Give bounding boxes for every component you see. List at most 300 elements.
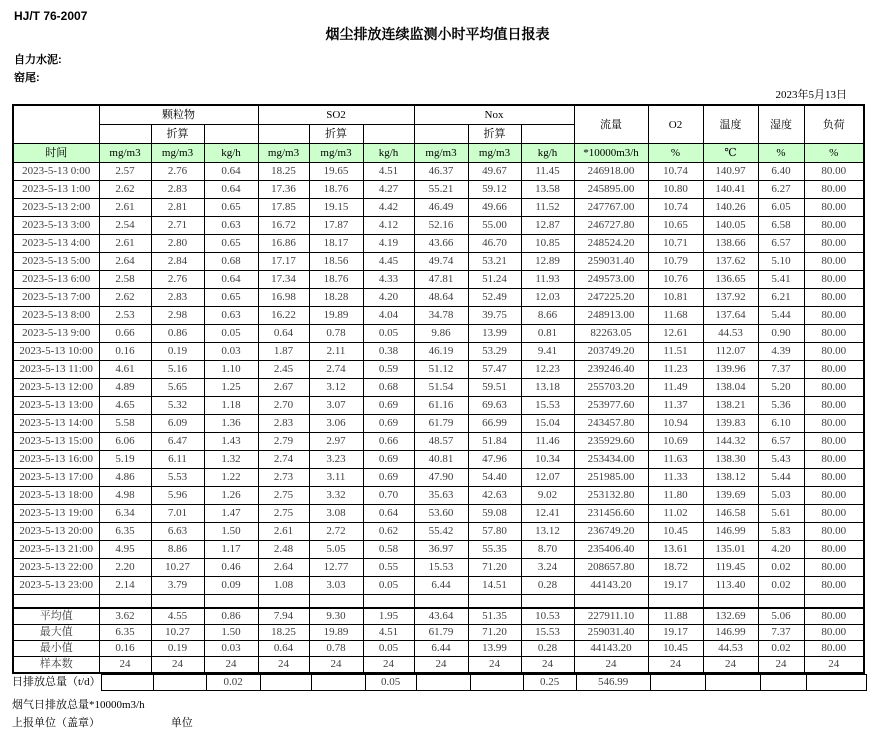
value-cell: 10.81 [648, 289, 703, 307]
value-cell: 4.20 [758, 541, 804, 559]
group-so2-header: SO2 [258, 105, 414, 125]
value-cell: 15.53 [521, 625, 574, 641]
value-cell: 11.63 [648, 451, 703, 469]
value-cell: 146.99 [703, 625, 758, 641]
value-cell: 2.83 [151, 289, 204, 307]
value-cell: 24 [468, 657, 521, 674]
units-row [13, 144, 864, 163]
value-cell: 61.79 [414, 415, 468, 433]
value-cell: 10.27 [151, 625, 204, 641]
value-cell: 0.16 [99, 641, 151, 657]
value-cell: 1.50 [204, 523, 258, 541]
value-cell: 146.58 [703, 505, 758, 523]
value-cell: 0.28 [521, 641, 574, 657]
value-cell [470, 675, 523, 691]
value-cell: 80.00 [804, 307, 864, 325]
value-cell: 132.69 [703, 608, 758, 625]
value-cell [705, 675, 760, 691]
header-group-row [13, 105, 864, 125]
value-cell: 2.64 [258, 559, 309, 577]
value-cell [806, 675, 866, 691]
value-cell: 0.38 [363, 343, 414, 361]
value-cell: 2.61 [258, 523, 309, 541]
value-cell: 80.00 [804, 541, 864, 559]
value-cell: 13.12 [521, 523, 574, 541]
value-cell: 6.06 [99, 433, 151, 451]
value-cell: 137.92 [703, 289, 758, 307]
value-cell: 1.50 [204, 625, 258, 641]
value-cell: 0.69 [363, 415, 414, 433]
value-cell: 6.58 [758, 217, 804, 235]
value-cell: 12.41 [521, 505, 574, 523]
value-cell: 13.61 [648, 541, 703, 559]
time-header-spacer [13, 105, 99, 144]
value-cell: 0.65 [204, 199, 258, 217]
value-cell: 139.83 [703, 415, 758, 433]
value-cell: 0.46 [204, 559, 258, 577]
time-cell: 2023-5-13 9:00 [13, 325, 99, 343]
value-cell: 3.07 [309, 397, 363, 415]
value-cell: 80.00 [804, 469, 864, 487]
value-cell: 0.70 [363, 487, 414, 505]
value-cell: 80.00 [804, 625, 864, 641]
value-cell: 0.69 [363, 397, 414, 415]
value-cell: 80.00 [804, 181, 864, 199]
data-row [13, 217, 864, 235]
value-cell: 16.22 [258, 307, 309, 325]
data-row [13, 199, 864, 217]
value-cell: 71.20 [468, 559, 521, 577]
value-cell: 1.18 [204, 397, 258, 415]
value-cell: 7.01 [151, 505, 204, 523]
value-cell: 2.74 [258, 451, 309, 469]
value-cell: 17.17 [258, 253, 309, 271]
value-cell: 24 [414, 657, 468, 674]
value-cell: 5.96 [151, 487, 204, 505]
value-cell: 80.00 [804, 487, 864, 505]
value-cell: 80.00 [804, 379, 864, 397]
value-cell: 53.21 [468, 253, 521, 271]
value-cell [416, 675, 470, 691]
value-cell: 4.95 [99, 541, 151, 559]
value-cell: 6.10 [758, 415, 804, 433]
value-cell: 140.97 [703, 163, 758, 181]
value-cell: 4.51 [363, 163, 414, 181]
value-cell: 6.35 [99, 625, 151, 641]
empty-cell [151, 595, 204, 609]
value-cell: 17.85 [258, 199, 309, 217]
value-cell: 55.35 [468, 541, 521, 559]
value-cell: 3.24 [521, 559, 574, 577]
value-cell: 248524.20 [574, 235, 648, 253]
data-row [13, 433, 864, 451]
data-row [13, 181, 864, 199]
data-row [13, 289, 864, 307]
value-cell: 55.21 [414, 181, 468, 199]
value-cell: 6.35 [99, 523, 151, 541]
value-cell: 2.48 [258, 541, 309, 559]
value-cell: 18.56 [309, 253, 363, 271]
value-cell: 9.86 [414, 325, 468, 343]
daily-total-label: 日排放总量（t/d） [12, 676, 101, 688]
time-cell: 2023-5-13 3:00 [13, 217, 99, 235]
time-cell: 2023-5-13 21:00 [13, 541, 99, 559]
value-cell: 253977.60 [574, 397, 648, 415]
daily-total-row [12, 675, 866, 691]
value-cell: 49.74 [414, 253, 468, 271]
value-cell: 59.12 [468, 181, 521, 199]
value-cell: 10.45 [648, 523, 703, 541]
value-cell: 9.30 [309, 608, 363, 625]
value-cell: 1.36 [204, 415, 258, 433]
value-cell: 12.23 [521, 361, 574, 379]
value-cell: 47.96 [468, 451, 521, 469]
value-cell: 80.00 [804, 235, 864, 253]
value-cell: 1.22 [204, 469, 258, 487]
value-cell: 2.81 [151, 199, 204, 217]
empty-cell [258, 595, 309, 609]
value-cell: 5.05 [309, 541, 363, 559]
value-cell: 144.32 [703, 433, 758, 451]
value-cell: 2.70 [258, 397, 309, 415]
value-cell: 6.44 [414, 641, 468, 657]
value-cell: 6.63 [151, 523, 204, 541]
value-cell: 55.42 [414, 523, 468, 541]
data-row [13, 523, 864, 541]
data-row [13, 325, 864, 343]
value-cell: 2.62 [99, 289, 151, 307]
value-cell: 24 [363, 657, 414, 674]
value-cell: 19.15 [309, 199, 363, 217]
value-cell: 2.75 [258, 487, 309, 505]
value-cell: 8.70 [521, 541, 574, 559]
value-cell: 2.64 [99, 253, 151, 271]
value-cell: 80.00 [804, 433, 864, 451]
value-cell: 1.95 [363, 608, 414, 625]
unit-label: 单位 [170, 717, 193, 729]
data-row [13, 397, 864, 415]
value-cell: 255703.20 [574, 379, 648, 397]
group-pm-header: 颗粒物 [99, 105, 258, 125]
value-cell: 19.89 [309, 625, 363, 641]
value-cell: 61.79 [414, 625, 468, 641]
unit-cell: % [648, 144, 703, 163]
value-cell: 5.53 [151, 469, 204, 487]
value-cell: 34.78 [414, 307, 468, 325]
value-cell: 0.05 [363, 641, 414, 657]
value-cell: 5.19 [99, 451, 151, 469]
so2-converted-header: 折算 [309, 125, 363, 144]
standard-code: HJ/T 76-2007 [14, 9, 88, 23]
value-cell: 119.45 [703, 559, 758, 577]
load-header: 负荷 [804, 105, 864, 144]
footnote-flow-total: 烟气日排放总量*10000m3/h [12, 699, 145, 711]
pm-rate-spacer [204, 125, 258, 144]
value-cell: 1.26 [204, 487, 258, 505]
value-cell: 251985.00 [574, 469, 648, 487]
value-cell: 80.00 [804, 523, 864, 541]
value-cell: 8.66 [521, 307, 574, 325]
data-row [13, 361, 864, 379]
value-cell: 2.76 [151, 163, 204, 181]
page-title: 烟尘排放连续监测小时平均值日报表 [325, 26, 550, 42]
unit-cell: mg/m3 [468, 144, 521, 163]
value-cell: 0.64 [204, 163, 258, 181]
value-cell: 247225.20 [574, 289, 648, 307]
value-cell: 140.41 [703, 181, 758, 199]
value-cell: 80.00 [804, 325, 864, 343]
unit-cell: kg/h [363, 144, 414, 163]
value-cell: 0.02 [758, 577, 804, 595]
unit-cell: mg/m3 [99, 144, 151, 163]
value-cell: 18.76 [309, 271, 363, 289]
value-cell: 7.94 [258, 608, 309, 625]
value-cell: 42.63 [468, 487, 521, 505]
value-cell: 12.07 [521, 469, 574, 487]
value-cell: 24 [258, 657, 309, 674]
value-cell: 0.81 [521, 325, 574, 343]
value-cell: 24 [204, 657, 258, 674]
value-cell: 208657.80 [574, 559, 648, 577]
value-cell: 2.62 [99, 181, 151, 199]
value-cell: 59.51 [468, 379, 521, 397]
value-cell: 0.05 [363, 325, 414, 343]
value-cell: 0.86 [204, 608, 258, 625]
value-cell: 2.54 [99, 217, 151, 235]
data-row [13, 559, 864, 577]
value-cell: 24 [703, 657, 758, 674]
value-cell: 6.05 [758, 199, 804, 217]
value-cell: 4.98 [99, 487, 151, 505]
value-cell: 80.00 [804, 361, 864, 379]
value-cell: 44143.20 [574, 577, 648, 595]
value-cell: 1.32 [204, 451, 258, 469]
value-cell: 0.68 [204, 253, 258, 271]
value-cell: 80.00 [804, 163, 864, 181]
value-cell: 51.54 [414, 379, 468, 397]
value-cell: 203749.20 [574, 343, 648, 361]
empty-cell [804, 595, 864, 609]
time-cell: 2023-5-13 13:00 [13, 397, 99, 415]
value-cell: 2.83 [151, 181, 204, 199]
value-cell: 57.47 [468, 361, 521, 379]
value-cell: 10.80 [648, 181, 703, 199]
value-cell: 35.63 [414, 487, 468, 505]
value-cell: 11.68 [648, 307, 703, 325]
summary-label: 样本数 [13, 657, 99, 674]
time-cell: 2023-5-13 0:00 [13, 163, 99, 181]
value-cell: 82263.05 [574, 325, 648, 343]
value-cell: 5.58 [99, 415, 151, 433]
value-cell: 10.74 [648, 199, 703, 217]
value-cell: 0.69 [363, 469, 414, 487]
value-cell: 10.94 [648, 415, 703, 433]
value-cell: 4.42 [363, 199, 414, 217]
value-cell: 80.00 [804, 577, 864, 595]
value-cell: 17.36 [258, 181, 309, 199]
data-row [13, 487, 864, 505]
value-cell: 5.32 [151, 397, 204, 415]
table-body [13, 163, 864, 609]
value-cell: 4.27 [363, 181, 414, 199]
data-row [13, 379, 864, 397]
value-cell: 2.11 [309, 343, 363, 361]
value-cell: 4.65 [99, 397, 151, 415]
value-cell: 140.05 [703, 217, 758, 235]
value-cell: 47.81 [414, 271, 468, 289]
time-cell: 2023-5-13 20:00 [13, 523, 99, 541]
summary-row [13, 625, 864, 641]
value-cell: 24 [648, 657, 703, 674]
value-cell: 138.30 [703, 451, 758, 469]
value-cell: 0.05 [363, 577, 414, 595]
nox-converted-header: 折算 [468, 125, 521, 144]
value-cell: 0.02 [758, 641, 804, 657]
value-cell: 249573.00 [574, 271, 648, 289]
value-cell: 18.72 [648, 559, 703, 577]
value-cell: 2.84 [151, 253, 204, 271]
value-cell: 11.51 [648, 343, 703, 361]
empty-cell [648, 595, 703, 609]
value-cell: 2.61 [99, 235, 151, 253]
value-cell: 5.65 [151, 379, 204, 397]
value-cell: 0.02 [758, 559, 804, 577]
value-cell: 18.28 [309, 289, 363, 307]
value-cell: 6.57 [758, 433, 804, 451]
value-cell: 3.32 [309, 487, 363, 505]
value-cell: 0.66 [99, 325, 151, 343]
value-cell [311, 675, 365, 691]
value-cell: 6.47 [151, 433, 204, 451]
value-cell: 2.74 [309, 361, 363, 379]
value-cell: 7.37 [758, 361, 804, 379]
data-row [13, 271, 864, 289]
value-cell: 11.88 [648, 608, 703, 625]
value-cell: 3.11 [309, 469, 363, 487]
value-cell: 10.69 [648, 433, 703, 451]
data-row [13, 343, 864, 361]
value-cell: 10.85 [521, 235, 574, 253]
value-cell: 80.00 [804, 559, 864, 577]
value-cell: 6.09 [151, 415, 204, 433]
value-cell: 0.03 [204, 343, 258, 361]
value-cell: 5.20 [758, 379, 804, 397]
value-cell: 0.02 [206, 675, 260, 691]
value-cell: 10.34 [521, 451, 574, 469]
value-cell: 13.99 [468, 641, 521, 657]
value-cell: 12.03 [521, 289, 574, 307]
value-cell: 18.25 [258, 163, 309, 181]
summary-label: 平均值 [13, 608, 99, 625]
value-cell: 11.45 [521, 163, 574, 181]
value-cell: 53.60 [414, 505, 468, 523]
value-cell: 6.34 [99, 505, 151, 523]
time-cell: 2023-5-13 4:00 [13, 235, 99, 253]
value-cell: 2.71 [151, 217, 204, 235]
value-cell: 6.40 [758, 163, 804, 181]
value-cell: 16.86 [258, 235, 309, 253]
value-cell: 8.86 [151, 541, 204, 559]
value-cell: 11.02 [648, 505, 703, 523]
value-cell: 4.20 [363, 289, 414, 307]
value-cell: 2.72 [309, 523, 363, 541]
value-cell: 0.63 [204, 217, 258, 235]
value-cell: 137.62 [703, 253, 758, 271]
value-cell: 24 [804, 657, 864, 674]
value-cell: 80.00 [804, 415, 864, 433]
value-cell: 51.35 [468, 608, 521, 625]
value-cell: 248913.00 [574, 307, 648, 325]
value-cell: 1.47 [204, 505, 258, 523]
value-cell: 2.14 [99, 577, 151, 595]
value-cell: 0.16 [99, 343, 151, 361]
value-cell: 4.04 [363, 307, 414, 325]
value-cell: 18.25 [258, 625, 309, 641]
value-cell: 0.69 [363, 451, 414, 469]
time-cell: 2023-5-13 8:00 [13, 307, 99, 325]
value-cell: 2.53 [99, 307, 151, 325]
value-cell: 14.51 [468, 577, 521, 595]
value-cell [260, 675, 311, 691]
value-cell: 5.44 [758, 469, 804, 487]
empty-cell [574, 595, 648, 609]
value-cell: 2.80 [151, 235, 204, 253]
value-cell: 1.43 [204, 433, 258, 451]
value-cell: 5.03 [758, 487, 804, 505]
value-cell: 80.00 [804, 253, 864, 271]
value-cell: 71.20 [468, 625, 521, 641]
value-cell: 12.61 [648, 325, 703, 343]
value-cell: 146.99 [703, 523, 758, 541]
value-cell: 4.89 [99, 379, 151, 397]
value-cell: 12.87 [521, 217, 574, 235]
time-cell: 2023-5-13 23:00 [13, 577, 99, 595]
value-cell: 0.58 [363, 541, 414, 559]
data-row [13, 307, 864, 325]
value-cell: 227911.10 [574, 608, 648, 625]
o2-header: O2 [648, 105, 703, 144]
value-cell: 3.03 [309, 577, 363, 595]
empty-cell [204, 595, 258, 609]
value-cell: 52.49 [468, 289, 521, 307]
value-cell [101, 675, 153, 691]
value-cell: 10.45 [648, 641, 703, 657]
value-cell: 46.49 [414, 199, 468, 217]
value-cell: 10.53 [521, 608, 574, 625]
value-cell: 18.76 [309, 181, 363, 199]
data-row [13, 577, 864, 595]
value-cell: 0.59 [363, 361, 414, 379]
value-cell: 44.53 [703, 325, 758, 343]
value-cell: 139.96 [703, 361, 758, 379]
value-cell: 259031.40 [574, 253, 648, 271]
unit-cell: kg/h [521, 144, 574, 163]
value-cell: 0.65 [204, 289, 258, 307]
value-cell: 0.55 [363, 559, 414, 577]
value-cell [760, 675, 806, 691]
value-cell: 5.10 [758, 253, 804, 271]
value-cell: 113.40 [703, 577, 758, 595]
group-nox-header: Nox [414, 105, 574, 125]
nox-raw-spacer [414, 125, 468, 144]
site-label: 窑尾: [14, 72, 40, 84]
value-cell: 4.86 [99, 469, 151, 487]
empty-cell [99, 595, 151, 609]
temperature-header: 温度 [703, 105, 758, 144]
value-cell: 11.33 [648, 469, 703, 487]
value-cell: 80.00 [804, 641, 864, 657]
value-cell: 3.23 [309, 451, 363, 469]
